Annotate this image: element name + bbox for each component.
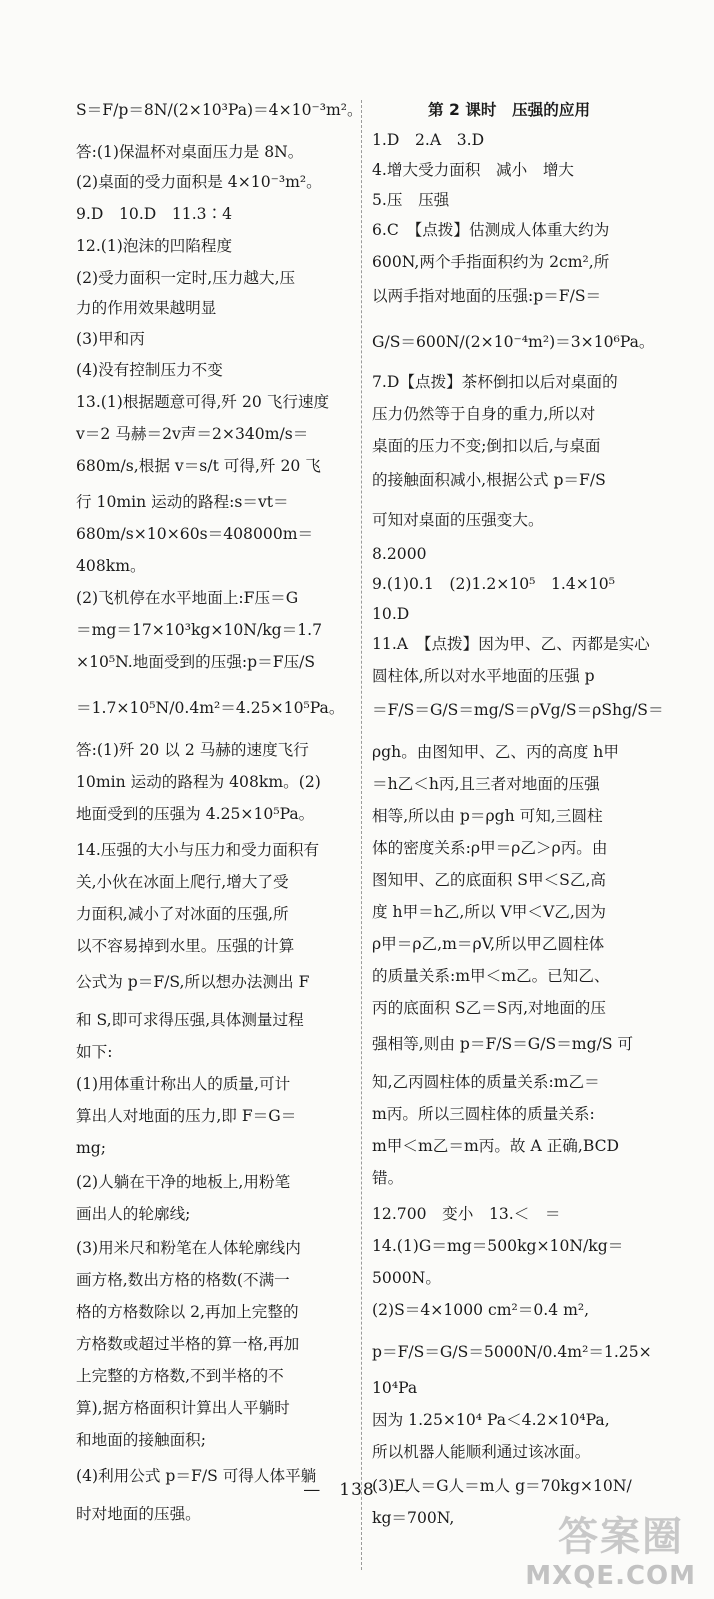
- answer-line: 10⁴Pa: [372, 1379, 418, 1397]
- answer-line: 13.(1)根据题意可得,歼 20 飞行速度: [76, 393, 330, 411]
- answer-line: ρgh。由图知甲、乙、丙的高度 h甲: [372, 743, 619, 761]
- answer-line: (3)甲和丙: [76, 330, 145, 348]
- answer-line: G/S＝600N/(2×10⁻⁴m²)＝3×10⁶Pa。: [372, 333, 655, 351]
- answer-line: 丙的底面积 S乙＝S丙,对地面的压: [372, 999, 606, 1017]
- answer-line: 所以机器人能顺利通过该冰面。: [372, 1443, 591, 1461]
- answer-line: (2)S＝4×1000 cm²＝0.4 m²,: [372, 1301, 590, 1319]
- answer-line: 以不容易掉到水里。压强的计算: [76, 937, 295, 955]
- answer-line: 公式为 p＝F/S,所以想办法测出 F: [76, 973, 310, 991]
- answer-line: 6.C 【点拨】估测成人体重大约为: [372, 221, 610, 239]
- answer-line: 时对地面的压强。: [76, 1505, 201, 1523]
- answer-line: ＝mg＝17×10³kg×10N/kg＝1.7: [76, 621, 323, 639]
- answer-line: 画出人的轮廓线;: [76, 1205, 191, 1223]
- answer-line: 1.D 2.A 3.D: [372, 131, 485, 149]
- watermark-logo-text: 答案圈: [558, 1514, 684, 1560]
- answer-line: 14.压强的大小与压力和受力面积有: [76, 841, 320, 859]
- answer-line: 如下:: [76, 1043, 113, 1061]
- answer-line: 12.700 变小 13.＜ ＝: [372, 1205, 561, 1223]
- answer-line: (2)人躺在干净的地板上,用粉笔: [76, 1173, 291, 1191]
- answer-line: 关,小伙在冰面上爬行,增大了受: [76, 873, 289, 891]
- answer-line: 体的密度关系:ρ甲＝ρ乙＞ρ丙。由: [372, 839, 608, 857]
- answer-line: 的质量关系:m甲＜m乙。已知乙、: [372, 967, 610, 985]
- answer-line: 4.增大受力面积 减小 增大: [372, 161, 575, 179]
- column-divider: [361, 100, 362, 1570]
- answer-line: 可知对桌面的压强变大。: [372, 511, 544, 529]
- answer-line: mg;: [76, 1139, 107, 1157]
- answer-line: 地面受到的压强为 4.25×10⁵Pa。: [76, 805, 315, 823]
- answer-line: 以两手指对地面的压强:p＝F/S＝: [372, 287, 602, 305]
- answer-line: 桌面的压力不变;倒扣以后,与桌面: [372, 437, 601, 455]
- answer-line: 9.D 10.D 11.3∶4: [76, 205, 233, 223]
- answer-line: 5.压 压强: [372, 191, 450, 209]
- answer-line: 强相等,则由 p＝F/S＝G/S＝mg/S 可: [372, 1035, 634, 1053]
- answer-line: m丙。所以三圆柱体的质量关系:: [372, 1105, 595, 1123]
- answer-line: (1)用体重计称出人的质量,可计: [76, 1075, 291, 1093]
- answer-line: 600N,两个手指面积约为 2cm²,所: [372, 253, 610, 271]
- answer-line: (4)没有控制压力不变: [76, 361, 223, 379]
- answer-line: 10min 运动的路程为 408km。(2): [76, 773, 321, 791]
- answer-line: 9.(1)0.1 (2)1.2×10⁵ 1.4×10⁵: [372, 575, 615, 593]
- site-watermark: [512, 1501, 702, 1591]
- answer-line: 知,乙丙圆柱体的质量关系:m乙＝: [372, 1073, 600, 1091]
- answer-line: 10.D: [372, 605, 410, 623]
- answer-line: ＝1.7×10⁵N/0.4m²＝4.25×10⁵Pa。: [76, 699, 345, 717]
- answer-line: 11.A 【点拨】因为甲、乙、丙都是实心: [372, 635, 650, 653]
- answer-line: 680m/s×10×60s＝408000m＝: [76, 525, 314, 543]
- answer-line: 错。: [372, 1169, 404, 1187]
- answer-line: 答:(1)歼 20 以 2 马赫的速度飞行: [76, 741, 309, 759]
- answer-line: S＝F/p＝8N/(2×10³Pa)＝4×10⁻³m²。: [76, 101, 363, 119]
- answer-line: ＝h乙＜h丙,且三者对地面的压强: [372, 775, 600, 793]
- answer-line: 8.2000: [372, 545, 427, 563]
- answer-line: p＝F/S＝G/S＝5000N/0.4m²＝1.25×: [372, 1343, 652, 1361]
- answer-line: 行 10min 运动的路程:s＝vt＝: [76, 493, 289, 511]
- answer-line: ＝F/S＝G/S＝mg/S＝ρVg/S＝ρShg/S＝: [372, 701, 664, 719]
- answer-line: 算),据方格面积计算出人平躺时: [76, 1399, 290, 1417]
- answer-line: 和地面的接触面积;: [76, 1431, 207, 1449]
- answer-line: v＝2 马赫＝2v声＝2×340m/s＝: [76, 425, 309, 443]
- watermark-url: MXQE.COM: [525, 1561, 696, 1591]
- answer-line: 相等,所以由 p＝ρgh 可知,三圆柱: [372, 807, 603, 825]
- answer-line: 压力仍然等于自身的重力,所以对: [372, 405, 596, 423]
- answer-line: 因为 1.25×10⁴ Pa＜4.2×10⁴Pa,: [372, 1411, 610, 1429]
- answer-line: (2)受力面积一定时,压力越大,压: [76, 269, 296, 287]
- answer-line: 画方格,数出方格的格数(不满一: [76, 1271, 290, 1289]
- answer-line: 力的作用效果越明显: [76, 299, 217, 317]
- answer-line: 方格数或超过半格的算一格,再加: [76, 1335, 300, 1353]
- section-title: 第 2 课时 压强的应用: [428, 101, 591, 119]
- answer-line: 5000N。: [372, 1269, 441, 1287]
- answer-line: 答:(1)保温杯对桌面压力是 8N。: [76, 143, 304, 161]
- answer-line: ρ甲＝ρ乙,m＝ρV,所以甲乙圆柱体: [372, 935, 605, 953]
- answer-line: 7.D【点拨】茶杯倒扣以后对桌面的: [372, 373, 618, 391]
- answer-line: 12.(1)泡沫的凹陷程度: [76, 237, 233, 255]
- answer-line: 14.(1)G＝mg＝500kg×10N/kg＝: [372, 1237, 624, 1255]
- answer-line: (3)F人＝G人＝m人 g＝70kg×10N/: [372, 1477, 632, 1495]
- answer-line: ×10⁵N.地面受到的压强:p＝F压/S: [76, 653, 316, 671]
- answer-line: (2)飞机停在水平地面上:F压＝G: [76, 589, 299, 607]
- answer-line: 的接触面积减小,根据公式 p＝F/S: [372, 471, 606, 489]
- answer-line: 圆柱体,所以对水平地面的压强 p: [372, 667, 595, 685]
- answer-line: 408km。: [76, 557, 146, 575]
- answer-line: 算出人对地面的压力,即 F＝G＝: [76, 1107, 297, 1125]
- answer-line: 上完整的方格数,不到半格的不: [76, 1367, 284, 1385]
- answer-line: 图知甲、乙的底面积 S甲＜S乙,高: [372, 871, 606, 889]
- answer-line: 和 S,即可求得压强,具体测量过程: [76, 1011, 304, 1029]
- answer-line: kg＝700N,: [372, 1509, 455, 1527]
- answer-line: (3)用米尺和粉笔在人体轮廓线内: [76, 1239, 301, 1257]
- answer-line: 力面积,减小了对冰面的压强,所: [76, 905, 289, 923]
- page-number: — 138 —: [303, 1480, 411, 1500]
- answer-line: m甲＜m乙＝m丙。故 A 正确,BCD: [372, 1137, 620, 1155]
- answer-line: 度 h甲＝h乙,所以 V甲＜V乙,因为: [372, 903, 606, 921]
- answer-line: 格的方格数除以 2,再加上完整的: [76, 1303, 299, 1321]
- answer-line: (4)利用公式 p＝F/S 可得人体平躺: [76, 1467, 317, 1485]
- answer-line: 680m/s,根据 v＝s/t 可得,歼 20 飞: [76, 457, 321, 475]
- answer-line: (2)桌面的受力面积是 4×10⁻³m²。: [76, 173, 322, 191]
